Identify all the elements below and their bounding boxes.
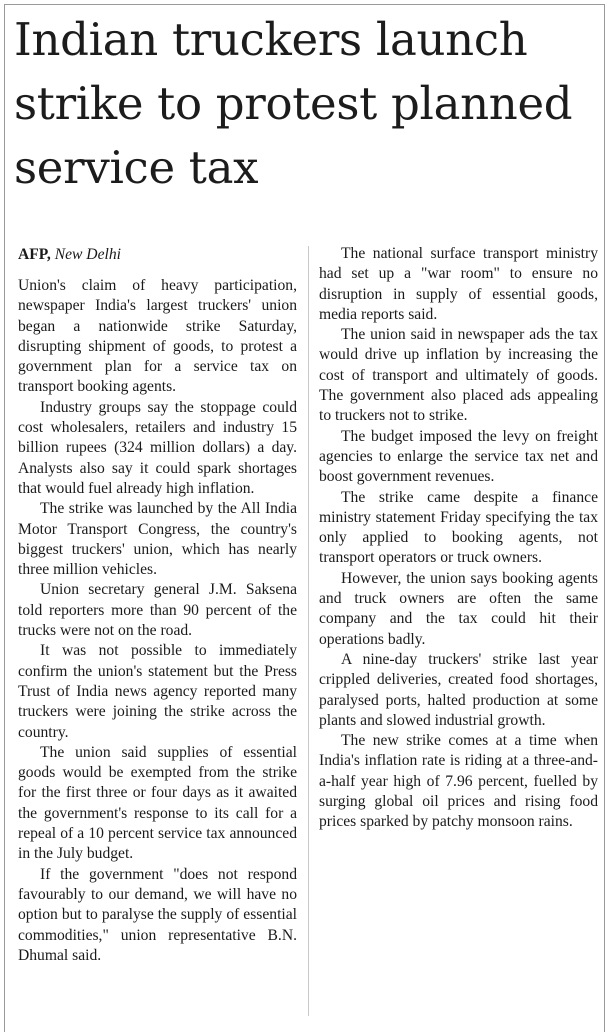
byline-agency: AFP,: [18, 246, 51, 263]
article-column-right: [319, 244, 598, 833]
paragraph: However, the union says booking agents and truck owners are often the same company and the tax could hit their operations badly.: [319, 569, 598, 648]
paragraph: The union said supplies of essential goods would be exempted from the strike for the first three or four days as it awaited the government's response to its call for a repeal of a 10 percent service tax announced in the July budget.: [18, 743, 297, 863]
byline: [18, 244, 297, 266]
paragraph: A nine-day truckers' strike last year crippled deliveries, created food shortages, paralysed ports, halted production at some plants and slowed industrial growth.: [319, 650, 598, 729]
paragraph: Union secretary general J.M. Saksena told reporters more than 90 percent of the trucks were not on the road.: [18, 581, 297, 640]
paragraph: If the government "does not respond favourably to our demand, we will have no option but to paralyse the supply of essential commodities," union representative B.N. Dhumal said.: [18, 865, 297, 964]
article-column-left: [18, 244, 297, 966]
column-divider: [308, 246, 309, 1016]
paragraph: The strike came despite a finance ministry statement Friday specifying the tax only applied to booking agents, not transport operators or truck owners.: [319, 488, 598, 567]
paragraph: The budget imposed the levy on freight agencies to enlarge the service tax net and boost government revenues.: [319, 427, 598, 486]
paragraph: Industry groups say the stoppage could cost wholesalers, retailers and industry 15 billion rupees (324 million dollars) a day. Analysts also say it could spark shortages that would fuel already high inflation.: [18, 398, 297, 497]
paragraph: It was not possible to immediately confirm the union's statement but the Press Trust of India news agency reported many truckers were joining the strike across the country.: [18, 642, 297, 741]
headline: Indian truckers launch strike to protest planned service tax: [14, 13, 573, 194]
paragraph: The national surface transport ministry had set up a "war room" to ensure no disruption in supply of essential goods, media reports said.: [319, 245, 598, 323]
paragraph: The union said in newspaper ads the tax would drive up inflation by increasing the cost of transport and ultimately of goods. The government also placed ads appealing to truckers not to strike.: [319, 326, 598, 425]
paragraph: The strike was launched by the All India Motor Transport Congress, the country's biggest truckers' union, which has nearly three million vehicles.: [18, 500, 297, 579]
byline-city: New Delhi: [54, 246, 121, 263]
paragraph: Union's claim of heavy participation, newspaper India's largest truckers' union began a nationwide strike Saturday, disrupting shipment of goods, to protest a government plan for a service tax on transport booking agents.: [18, 277, 297, 396]
paragraph: The new strike comes at a time when India's inflation rate is riding at a three-and-a-half year high of 7.96 percent, fuelled by surging global oil prices and rising food prices sparked by patchy monsoon rains.: [319, 732, 598, 831]
article-body: [12, 244, 602, 1032]
